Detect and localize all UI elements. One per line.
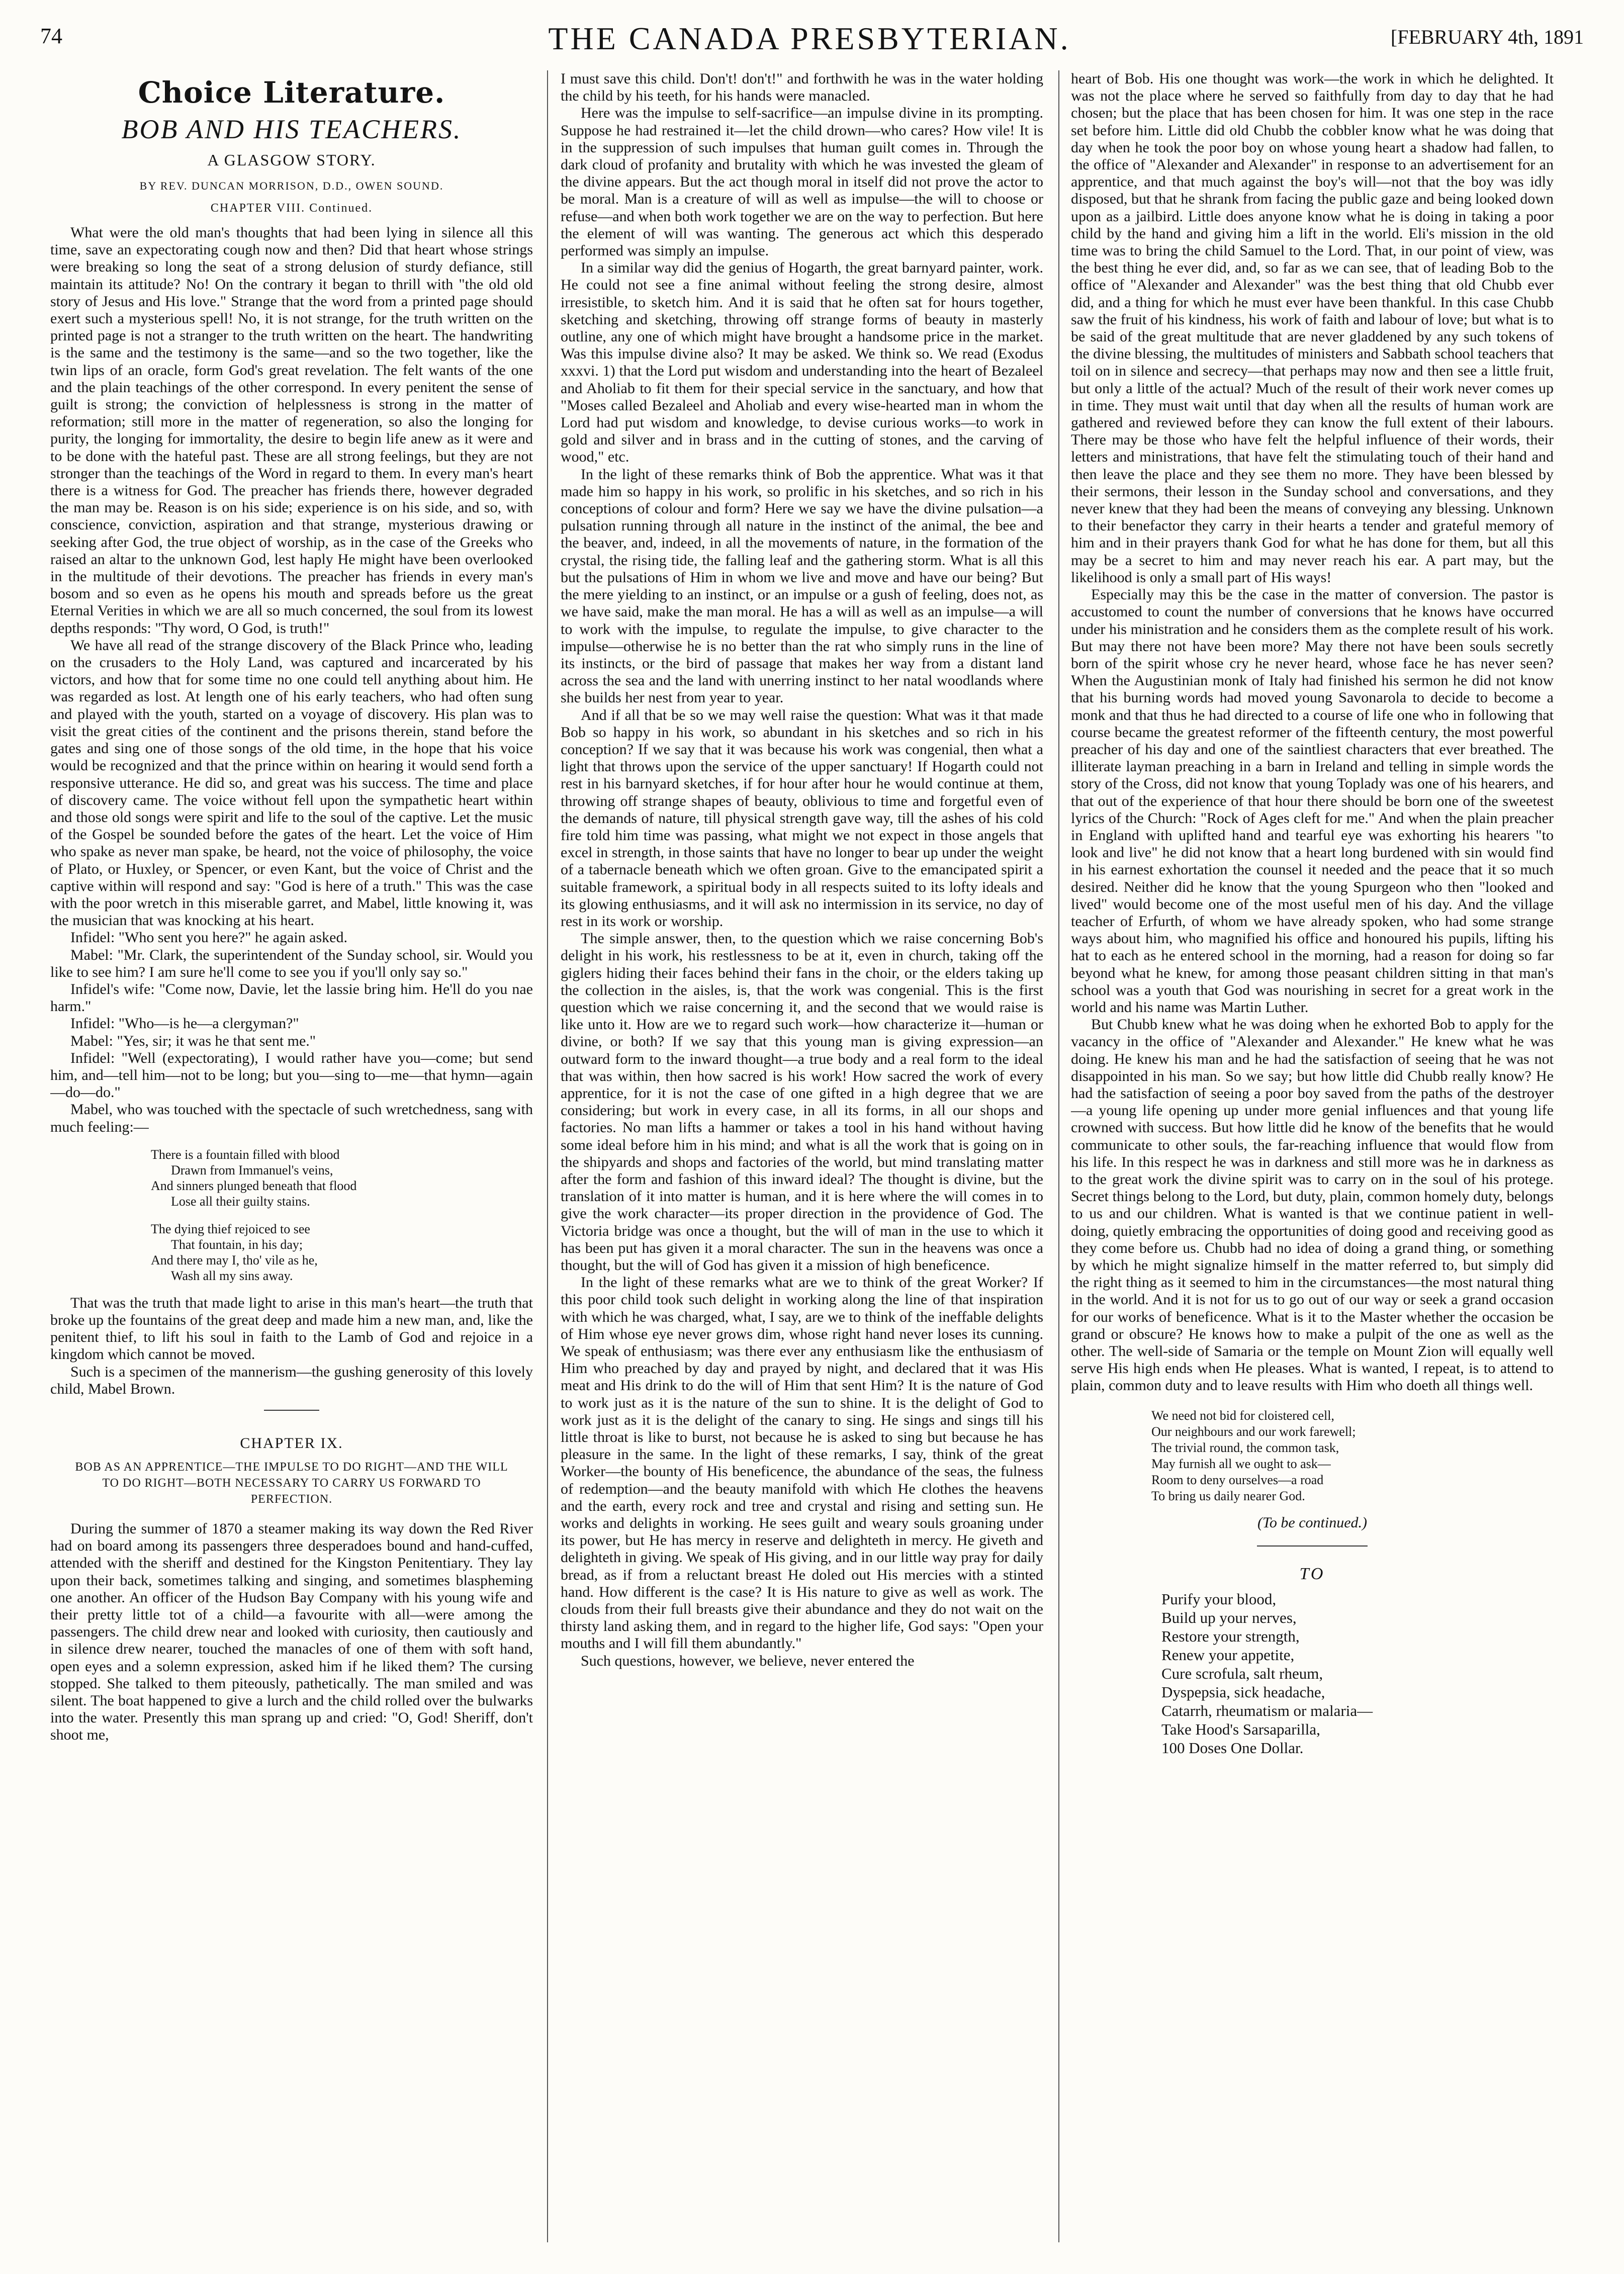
ad-line: 100 Doses One Dollar. (1161, 1739, 1304, 1757)
column-1 (50, 70, 533, 2252)
poem-line: There is a fountain filled with blood (151, 1147, 340, 1162)
ad-heading: TO (1299, 1564, 1325, 1583)
ad-line: Take Hood's Sarsaparilla, (1161, 1720, 1320, 1738)
dialogue-line: Infidel: "Who sent you here?" he again asked. (70, 929, 347, 946)
section-heading: Choice Literature. (138, 75, 445, 110)
hoods-sarsaparilla-advertisement (1071, 1565, 1554, 1757)
dialogue-line: Mabel: "Yes, sir; it was he that sent me." (70, 1032, 316, 1049)
ad-line: Dyspepsia, sick headache, (1161, 1683, 1325, 1701)
byline: BY REV. DUNCAN MORRISON, D.D., OWEN SOUND. (139, 179, 444, 192)
dialogue-line: Mabel, who was touched with the spectacle of such wretchedness, sang with much feeling:— (50, 1101, 533, 1135)
closing-poem (1151, 1408, 1554, 1504)
paragraph: heart of Bob. His one thought was work—the work in which he delighted. It was not the place where he served so faithfully from day to day that he had chosen; but the place that has been chosen for him. It was one step in the race set before him. Little did old Chubb the cobbler know what he was doing that day when he took the poor boy on whose young heart a shadow had fallen, to the office of "Alexander and Alexander" in response to an advertisement for an apprentice, and that much against the boy's will—not that the boy was idly disposed, but that he shrank from facing the public gaze and being looked down upon as a jailbird. Little does anyone know what he is doing in taking a poor child by the hand and giving him a lift in the world. Eli's mission in the old time was to bring the child Samuel to the Lord. That, in our point of view, was the best thing he ever did, and, so far as we can see, that of leading Bob to the office of "Alexander and Alexander" was the best thing that old Chubb ever did, and a thing for which he must ever have been thankful. In this case Chubb saw the fruit of his kindness, his work of faith and labour of love; but what is to be said of the great multitude that are never gladdened by any such tokens of the divine blessing, the multitudes of ministers and Sabbath school teachers that toil on in silence and secrecy—that perhaps may now and then see a little fruit, but only a little of the actual? Much of the result of their work never comes up in time. They must wait until that day when all the results of human work are gathered and reviewed before they can know the full extent of their labours. There may be those who have felt the helpful influence of their words, their letters and ministrations, that have felt the stimulating touch of their hand and then leave the place and they see them no more. They have been blessed by their sermons, their lesson in the Sunday school and conversations, and they never knew that they had been the means of conveying any blessing. Unknown to their benefactor they carry in their hearts a tender and grateful memory of him and in their prayers thank God for what he has done for them, but all this may be a secret to him and may never reach his ear. A part may, but the likelihood is only a small part of His ways! (1071, 70, 1554, 586)
paragraph: I must save this child. Don't! don't!" and forthwith he was in the water holding the child by his teeth, for his hands were manacled. (561, 70, 1043, 105)
paragraph: Such is a specimen of the mannerism—the gushing generosity of this lovely child, Mabel Brown. (50, 1363, 533, 1397)
page-number: 74 (40, 24, 62, 48)
poem-line: Wash all my sins away. (171, 1268, 293, 1283)
column-2 (561, 70, 1043, 2252)
ad-line: Catarrh, rheumatism or malaria— (1161, 1701, 1373, 1719)
chapter-summary: BOB AS AN APPRENTICE—THE IMPULSE TO DO RIGHT—AND THE WILL TO DO RIGHT—BOTH NECESSARY TO CARRY US FORWARD TO PERFECTION. (75, 1460, 508, 1506)
dialogue-line: Mabel: "Mr. Clark, the superintendent of the Sunday school, sir. Would you like to see him? I am sure he'll come to see you if you'll only say so." (50, 946, 533, 980)
masthead (35, 20, 1584, 65)
poem-line: The trivial round, the common task, (1151, 1440, 1339, 1455)
dialogue-line: Infidel: "Well (expectorating), I would rather have you—come; but send him, and—tell him—not to be long; but you—sing to—me—that hymn—again—do—do." (50, 1049, 533, 1101)
ad-line: Cure scrofula, salt rheum, (1161, 1664, 1323, 1682)
poem-line: Lose all their guilty stains. (171, 1194, 310, 1209)
paragraph: But Chubb knew what he was doing when he exhorted Bob to apply for the vacancy in the office of "Alexander and Alexander." He knew what he was doing. He knew his man and he had the satisfaction of seeing that he was not disappointed in his man. So we say; but how little did Chubb really know? He had the satisfaction of seeing a poor boy saved from the paths of the destroyer—a young life opening up under more genial influences and that young life crowned with success. But how little did he know of the benefits that he would communicate to other souls, the far-reaching influence that would flow from his life. In this respect he was in darkness and still more was he in darkness as to the great work the divine spirit was to carry on in the soul of his protege. Secret things belong to the Lord, but duty, plain, common homely duty, belongs to us and our children. What is wanted is that we continue patient in well-doing, quietly embracing the opportunities of doing good and receiving good as they come before us. Chubb had no idea of doing a grand thing, or something by which he might signalize himself in the matter referred to, but simply did the right thing as it seemed to him in the circumstances—the most natural thing in the world. And it is not for us to go out of our way or seek a grand occasion for our works of beneficence. What is it to the Master whether the occasion be grand or obscure? He knows how to make a pulpit of the one as well as the other. The well-side of Samaria or the temple on Mount Zion will equally well serve His high ends when He pleases. What is wanted, I repeat, is to attend to plain, common duty and to leave results with Him who doeth all things well. (1071, 1016, 1554, 1394)
ad-line: Restore your strength, (1161, 1627, 1300, 1645)
story-subtitle: A GLASGOW STORY. (207, 151, 376, 169)
paragraph: During the summer of 1870 a steamer making its way down the Red River had on board among its passengers three desperadoes bound and hand-cuffed, attended with the sheriff and destined for the Kingston Penitentiary. They lay upon their back, sometimes talking and singing, and sometimes blaspheming one another. An officer of the Hudson Bay Company with his young wife and their pretty little tot of a child—a favourite with all—were among the passengers. The child drew near and looked with curiosity, then cautiously and in silence drew nearer, touched the manacles of one of them with soft hand, open eyes and a solemn expression, asked him if he liked them? The cursing stopped. She talked to them piteously, pathetically. The man smiled and was silent. The boat happened to give a lurch and the child rolled over the bulwarks into the water. Presently this man sprang up and cried: "O, God! Sheriff, don't shoot me, (50, 1520, 533, 1744)
ad-line: Renew your appetite, (1161, 1646, 1295, 1664)
chapter-heading: CHAPTER IX. (240, 1434, 343, 1451)
paragraph: We have all read of the strange discovery of the Black Prince who, leading on the crusaders to the Holy Land, was captured and incarcerated by his victors, and how that for some time no one could tell anything about him. He was regarded as lost. At length one of his early teachers, who had often sung and played with the youth, started on a voyage of discovery. His plan was to visit the great cities of the continent and the prisons therein, stand before the gates and sing one of those songs of the old time, in the hope that his voice would be recognized and that the prince within on hearing it would send forth a responsive utterance. He did so, and great was his success. The time and place of discovery came. The voice without fell upon the sympathetic heart within and those old songs were spirit and life to the soul of the captive. Let the music of the Gospel be sounded before the gates of the heart. Let the voice of Him who spake as never man spake, be heard, not the voice of philosophy, the voice of Plato, or Huxley, or Spencer, or even Kant, but the voice of Christ and the captive within will respond and say: "God is here of a truth." This was the case with the poor wretch in this miserable garret, and Mabel, little knowing it, was the musician that was knocking at his heart. (50, 636, 533, 929)
chapter-heading: CHAPTER VIII. Continued. (210, 202, 373, 215)
paragraph: Such questions, however, we believe, never entered the (581, 1652, 915, 1669)
poem-line: And sinners plunged beneath that flood (151, 1178, 357, 1193)
issue-date: [FEBRUARY 4th, 1891 (1390, 26, 1584, 48)
newspaper-title: THE CANADA PRESBYTERIAN. (548, 21, 1071, 56)
column-divider (1058, 70, 1059, 2242)
paragraph: What were the old man's thoughts that had been lying in silence all this time, save an expectorating cough now and then? Did that heart whose strings were breaking so long the seat of a strong delusion of sturdy defiance, still maintain its attitude? No! On the contrary it began to thrill with "the old old story of Jesus and His love." Strange that the word from a printed page should exert such a mysterious spell! No, it is not strange, for the truth written on the printed page is not a stranger to the truth written on the heart. The handwriting is the same and the testimony is the same—and so the two together, like the twin lips of an oracle, form God's great revelation. The felt wants of the one and the plain teachings of the other correspond. In every penitent the sense of guilt is strong; the conviction of helplessness is strong in the matter of reformation; still more in the matter of regeneration, so also the longing for purity, the longing for immortality, the desire to begin life anew as it were and to be done with the hateful past. These are all strong feelings, but they are not stronger than the teachings of the Word in regard to them. In every man's heart there is a witness for God. The preacher has friends there, however degraded the man may be. Reason is on his side; experience is on his side, and so, with conscience, conviction, aspiration and that strange, mysterious drawing or seeking after God, the true object of worship, as in the case of the Greeks who raised an altar to the unknown God, lest haply He might have been overlooked in the multitude of their devotions. The preacher has friends in every man's bosom and so even as he opens his mouth and spreads before us the great Eternal Verities in which we are all so much concerned, the soul from its lowest depths responds: "Thy word, O God, is truth!" (50, 224, 533, 636)
poem-line: May furnish all we ought to ask— (1151, 1456, 1331, 1471)
paragraph: Here was the impulse to self-sacrifice—an impulse divine in its prompting. Suppose he had restrained it—let the child drown—who cares? How vile! It is in the suppression of such impulses that human guilt comes in. Through the dark cloud of profanity and brutality with which he was invested the gleam of the divine appears. But the act though moral in itself did not prove the actor to be moral. Man is a creature of will as well as impulse—the will to choose or refuse—and when both work together we are on the way to perfection. But here the element of will was wanting. The generous act which this desperado performed was simply an impulse. (561, 105, 1043, 259)
poem-line: Drawn from Immanuel's veins, (171, 1162, 333, 1177)
paragraph: The simple answer, then, to the question which we raise concerning Bob's delight in his work, his restlessness to be at it, even in church, taking off the giglers hiding their faces behind their fans in the choir, or the elders taking up the collection in the aisles, is, that the work was congenial. This is the first question which we raise concerning it, and the second that we would raise is like unto it. How are we to regard such work—how characterize it—human or divine, or both? If we say that this young man is giving expression—an outward form to the inward thought—a true body and a real form to the ideal that was within, then how sacred is his work! How sacred the work of every apprentice, for it is not the case of one gifted in a high degree that we are considering; but work in every case, in all its forms, in all our shops and factories. No man lifts a hammer or takes a tool in his hand without having some ideal before him in his mind; and what is all the work that is going on in the shipyards and shops and factories of the world, but mind translating matter after the form and fashion of this inward ideal? The thought is divine, but the translation of it into matter is human, and it is here where the will comes in to give the work character—its proper direction in the providence of God. The Victoria bridge was once a thought, but the will of man in the use to which it has been put has given it a moral character. The sun in the heavens was once a thought, but the will of God has given it a mission of high beneficence. (561, 930, 1043, 1274)
poem-line: Room to deny ourselves—a road (1151, 1472, 1324, 1487)
section-rule (264, 1410, 319, 1411)
ad-line: Build up your nerves, (1161, 1608, 1297, 1626)
poem-line: That fountain, in his day; (171, 1237, 303, 1252)
paragraph: That was the truth that made light to arise in this man's heart—the truth that broke up the fountains of the great deep and made him a new man, and, like the penitent thief, to lift his soul in faith to the Lamb of God and rejoice in a kingdom which cannot be moved. (50, 1294, 533, 1363)
paragraph: Especially may this be the case in the matter of conversion. The pastor is accustomed to count the number of conversions that he knows have occurred under his ministration and he considers them as the complete result of his work. But may there not have been more? May there not have been souls secretly born of the spirit whose cry he never heard, whose face he has never seen? When the Augustinian monk of Italy had finished his sermon he did not know that his burning words had moved young Savonarola to decide to become a monk and that thus he had directed to a course of life one who in following that course became the greatest reformer of the fifteenth century, the most powerful preacher of his day and one of the saintliest characters that ever breathed. The illiterate layman preaching in a barn in Ireland and telling in simple words the story of the Cross, did not know that young Toplady was one of his hearers, and that out of the experience of that hour there should be born one of the sweetest lyrics of the Church: "Rock of Ages cleft for me." And when the plain preacher in England with uplifted hand and tearful eye was exhorting his hearers "to look and live" he did not know that a heart long burdened with sin would find in his earnest exhortation the counsel it needed and the peace that it so much desired. Neither did he know that the young Spurgeon who then "looked and lived" would become one of the most useful men of his day. And the village teacher of Erfurth, of whom we have already spoken, who had some strange ways about him, who magnified his office and honoured his pupils, lifting his hat to each as he entered school in the morning, had a reason for doing so far beyond what he knew, for among those peasant children sitting in that man's school was a youth that God was nourishing in secret for a great work in the world and his name was Martin Luther. (1071, 586, 1554, 1016)
column-3 (1071, 70, 1554, 2252)
hymn-verse (151, 1147, 533, 1284)
poem-line: The dying thief rejoiced to see (151, 1221, 310, 1236)
poem-line: Our neighbours and our work farewell; (1151, 1424, 1356, 1439)
paragraph: And if all that be so we may well raise the question: What was it that made Bob so happy in his work, so abundant in his sketches and so rich in his conception? If we say that it was because his work was congenial, then what a light that throws upon the service of the upper sanctuary! If Hogarth could not rest in his barnyard sketches, if for hour after hour he would continue at them, throwing off strange shapes of beauty, oblivious to time and forgetful even of the demands of nature, till physical strength gave way, till the ashes of his cold fire told him time was passing, what might we not expect in those angels that excel in strength, in those saints that have no longer to bear up under the weight of a tabernacle beneath which we often groan. Give to the emancipated spirit a suitable framework, a spiritual body in all respects suited to its lofty ideals and its glowing enthusiasms, and it will ask no intermission in its service, no day of rest in its work or worship. (561, 706, 1043, 930)
paragraph: In a similar way did the genius of Hogarth, the great barnyard painter, work. He could not see a fine animal without feeling the strong desire, almost irresistible, to sketch him. And it is said that he often sat for hours together, sketching and sketching, throwing off strange forms of beauty in masterly outline, any one of which might have brought a handsome price in the market. Was this impulse divine also? It may be asked. We think so. We read (Exodus xxxvi. 1) that the Lord put wisdom and understanding into the heart of Bezaleel and Aholiab to fit them for their special service in the sanctuary, and how that "Moses called Bezaleel and Aholiab and every wise-hearted man in whom the Lord had put wisdom and knowledge, to devise curious works—to work in gold and silver and in brass and in the cutting of stones, and the carving of wood," etc. (561, 259, 1043, 466)
to-be-continued: (To be continued.) (1257, 1514, 1368, 1531)
paragraph: In the light of these remarks what are we to think of the great Worker? If this poor child took such delight in working along the line of that inspiration with which he was charged, what, I say, are we to think of the ineffable delights of Him whose eye never grows dim, whose right hand never loses its cunning. We speak of enthusiasm; was there ever any enthusiasm like the enthusiasm of Him who preached by day and prayed by night, and declared that it was His meat and His drink to do the will of Him that sent Him? It is the nature of God to work just as it is the nature of the sun to shine. It is the delight of God to work just as it is the delight of the canary to sing. He sings and sings till his little throat is like to burst, not because he is asked to sing but because he has pleasure in the same. In the light of these remarks, I say, think of the great Worker—the bounty of His beneficence, the abundance of the seas, the fulness of redemption—and the beauty manifold with which He clothes the heavens and the earth, every rock and tree and crystal and rising and setting sun. He works and delights in working. He sees guilt and weary souls groaning under its power, but He has mercy in reserve and delighteth in mercy. He giveth and delighteth in giving. We speak of His giving, and in our little way pray for daily bread, as if from a reluctant breast He doled out His mercies with a stinted hand. How different is the case? It is His nature to give as well as work. The clouds from their full breasts give their abundance and they do not wait on the thirsty land asking them, and in regard to the higher life, God says: "Open your mouths and I will fill them abundantly." (561, 1274, 1043, 1652)
column-divider (547, 70, 548, 2242)
poem-line: To bring us daily nearer God. (1151, 1488, 1305, 1503)
story-title: BOB AND HIS TEACHERS. (121, 114, 462, 144)
ad-line: Purify your blood, (1161, 1590, 1277, 1608)
poem-line: And there may I, tho' vile as he, (151, 1252, 318, 1267)
section-rule (1257, 1545, 1368, 1547)
dialogue-line: Infidel's wife: "Come now, Davie, let the lassie bring him. He'll do you nae harm." (50, 980, 533, 1015)
dialogue-line: Infidel: "Who—is he—a clergyman?" (70, 1015, 299, 1032)
poem-line: We need not bid for cloistered cell, (1151, 1408, 1334, 1423)
paragraph: In the light of these remarks think of Bob the apprentice. What was it that made him so happy in his work, so prolific in his sketches, and so rich in his conceptions of colour and form? Here we say we have the divine pulsation—a pulsation running through all nature in the instinct of the animal, the bee and the beaver, and, indeed, in all the movements of nature, in the formation of the crystal, the rising tide, the falling leaf and the gathering storm. What is all this but the pulsations of Him in whom we live and move and have our being? But the mere yielding to an instinct, or an impulse or a gush of feeling, does not, as we have said, make the man moral. He has a will as well as an impulse—a will to work with the impulse, to regulate the impulse, to give character to the impulse—otherwise he is no better than the rat who simply runs in the line of its instincts, or the bird of passage that makes her way from a distant land across the sea and the land with unerring instinct to her natal woodlands where she builds her nest from year to year. (561, 466, 1043, 706)
